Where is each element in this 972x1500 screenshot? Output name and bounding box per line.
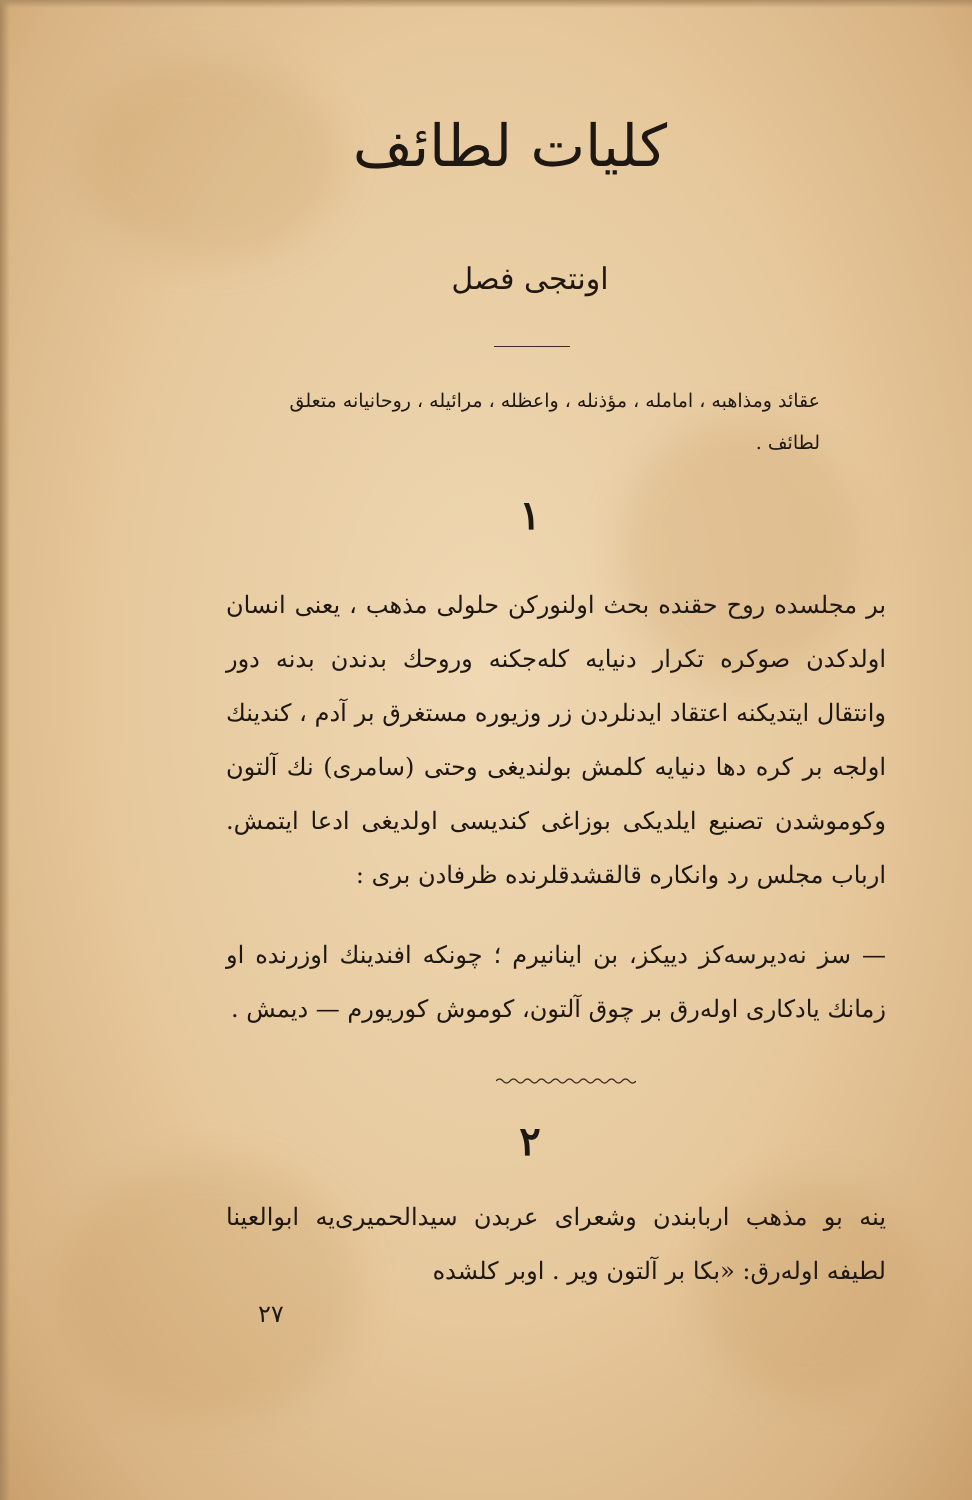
chapter-intro: عقائد ومذاهبه ، امامله ، مؤذنله ، واعظله ، مرائیله ، روحانیانه متعلق لطائف .: [289, 390, 820, 454]
book-title: کلیات لطائف: [352, 112, 668, 180]
section-number: ٢: [519, 1118, 541, 1165]
section-paragraph: ینه بو مذهب اربابندن وشعرای عربدن سیدالحمیری‌یه ابوالعینا لطیفه اوله‌رق: «بکا بر آلتون ویر . اوبر کلشده: [226, 1203, 886, 1285]
page-edge-shadow: [0, 0, 972, 8]
wavy-divider: [496, 1076, 636, 1086]
chapter-heading: اونتجی فصل: [451, 262, 609, 297]
divider-rule: [494, 346, 570, 347]
section-number: ١: [519, 492, 541, 539]
section-paragraph: بر مجلسده روح حقنده بحث اولنورکن حلولی مذهب ، یعنی انسان اولدکدن صوکره تکرار دنیایه کله‌جکنه وروحك بدندن بدنه دور وانتقال ایتدیکنه اعتقاد ایدنلردن زر وزیوره مستغرق بر آدم ، کندینك اولجه بر کره دها دنیایه کلمش بولندیغی وحتی (سامری) نك آلتون وکوموشدن تصنیع ایلدیکی بوزاغی کندیسی اولدیغی ادعا ایتمش. ارباب مجلس رد وانکاره قالقشدقلرنده ظرفادن بری :: [226, 591, 886, 889]
page-edge-shadow: [0, 0, 10, 1500]
page-number: ٢٧: [258, 1300, 284, 1328]
section-paragraph: — سز نه‌دیرسه‌کز دییکز، بن اینانیرم ؛ چونکه افندینك اوزرنده او زمانك یادکاری اوله‌رق بر چوق آلتون، کوموش کوریورم — دیمش .: [226, 941, 886, 1023]
